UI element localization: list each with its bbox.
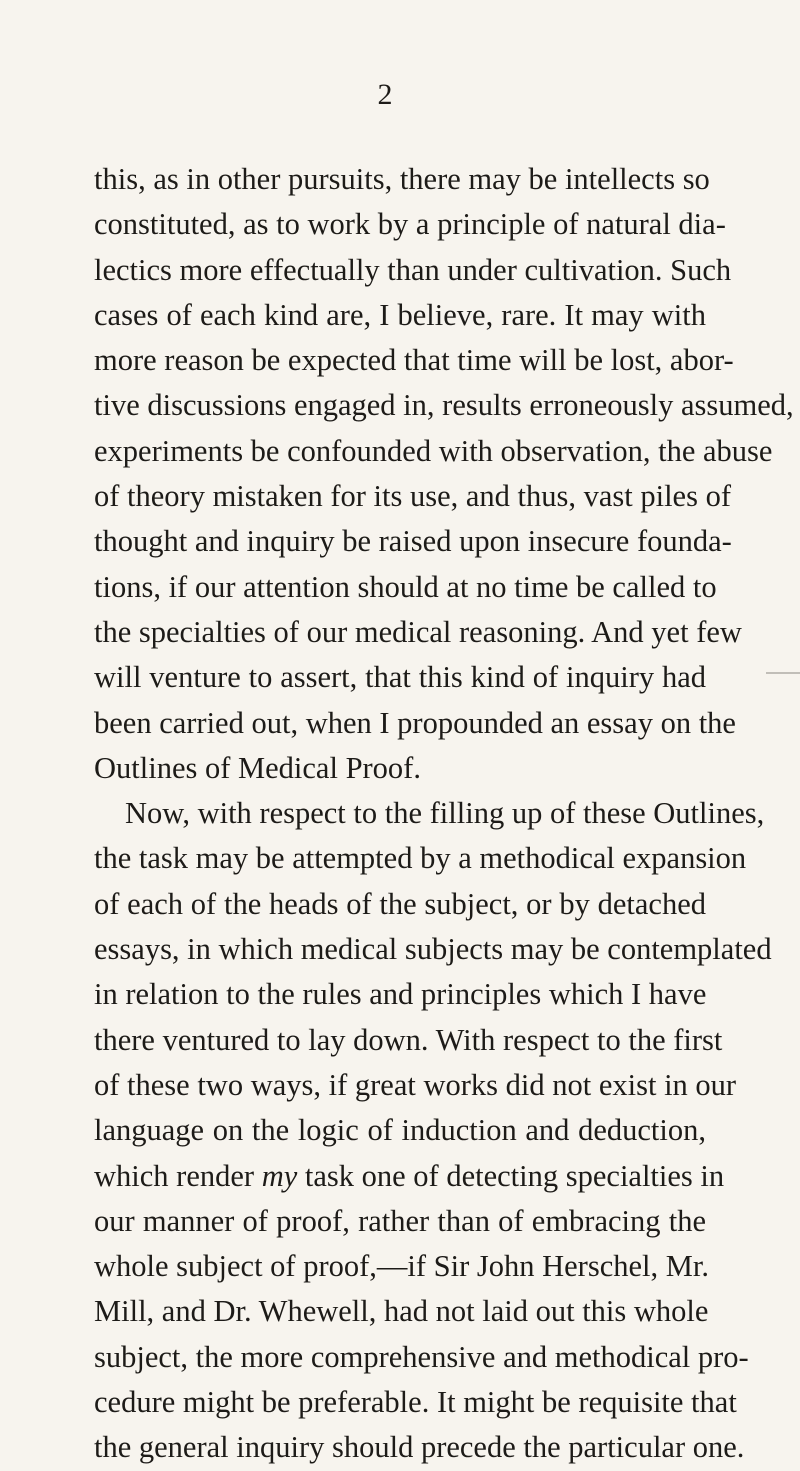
text-line-with-emphasis [94, 1154, 725, 1199]
text-line: in relation to the rules and principles which I have [94, 977, 707, 1012]
text-line: language on the logic of induction and deduction, [94, 1113, 706, 1148]
text-line: the specialties of our medical reasoning. And yet few [94, 614, 742, 649]
text-line: lectics more effectually than under cultivation. Such [94, 252, 732, 287]
text-line: will venture to assert, that this kind of inquiry had [94, 660, 706, 695]
line-text-after: task one of detecting specialties in [297, 1158, 725, 1193]
text-line: been carried out, when I propounded an essay on the [94, 705, 736, 740]
text-line: there ventured to lay down. With respect to the first [94, 1022, 723, 1057]
text-line: Mill, and Dr. Whewell, had not laid out this whole [94, 1294, 709, 1329]
body-text [94, 157, 794, 1471]
paragraph-end-line: Outlines of Medical Proof. [94, 750, 421, 785]
text-line: of these two ways, if great works did not exist in our [94, 1067, 737, 1102]
text-line: of each of the heads of the subject, or by detached [94, 886, 706, 921]
text-line: cedure might be preferable. It might be requisite that [94, 1385, 737, 1420]
paragraph-start-line: Now, with respect to the filling up of these Outlines, [125, 796, 765, 831]
text-line: more reason be expected that time will be lost, abor- [94, 343, 734, 378]
page-edge-mark [766, 672, 800, 674]
text-line: tions, if our attention should at no time be called to [94, 569, 717, 604]
text-line: the task may be attempted by a methodical expansion [94, 841, 747, 876]
text-line: constituted, as to work by a principle of natural dia- [94, 207, 726, 242]
text-line: our manner of proof, rather than of embracing the [94, 1203, 706, 1238]
text-line: of theory mistaken for its use, and thus, vast piles of [94, 479, 732, 514]
text-line: whole subject of proof,—if Sir John Herschel, Mr. [94, 1249, 709, 1284]
paragraph-end-line: the general inquiry should precede the particular one. [94, 1430, 745, 1465]
text-line: this, as in other pursuits, there may be intellects so [94, 162, 710, 196]
text-line: experiments be confounded with observation, the abuse [94, 433, 773, 468]
text-line: tive discussions engaged in, results erroneously assumed, [94, 388, 794, 423]
page-number: 2 [377, 78, 393, 111]
text-line: thought and inquiry be raised upon insecure founda- [94, 524, 732, 559]
line-text-before: which render [94, 1158, 262, 1193]
text-line: essays, in which medical subjects may be contemplated [94, 932, 772, 967]
text-line: subject, the more comprehensive and methodical pro- [94, 1339, 749, 1374]
text-line: cases of each kind are, I believe, rare. It may with [94, 297, 706, 332]
emphasized-word: my [261, 1158, 298, 1193]
